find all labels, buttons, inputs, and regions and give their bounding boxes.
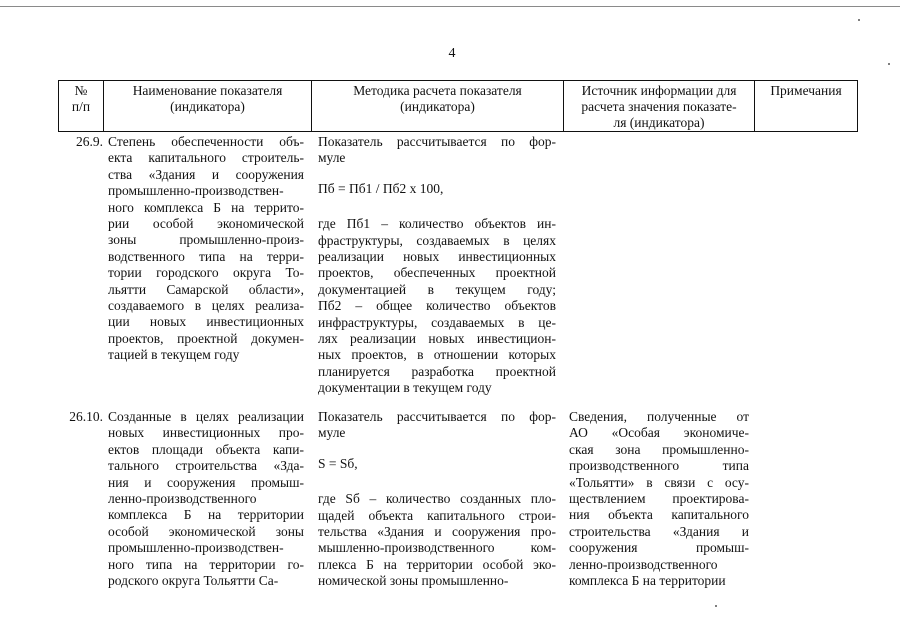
text-line: документацией в текущем году;	[318, 281, 556, 297]
method-intro	[318, 409, 556, 442]
text-line: производственного типа	[569, 458, 749, 474]
text-line: ществлением проектирова-	[569, 491, 749, 507]
method-definition	[318, 491, 556, 589]
text-line: мышленно-производственного ком-	[318, 540, 556, 556]
text-line: Сведения, полученные от	[569, 409, 749, 424]
text-line: тельства «Здания и сооружения про-	[318, 524, 556, 540]
row-number: 26.10.	[69, 409, 103, 424]
text-line: особой экономической зоны	[108, 523, 304, 539]
text-line: фраструктуры, создаваемых в целях	[318, 232, 556, 248]
text-line: комплекса Б на территории	[569, 573, 726, 589]
text-line: ектов площади объекта капи-	[108, 441, 304, 457]
text-line: муле	[318, 150, 346, 166]
text-line: где Пб1 – количество объектов ин-	[318, 216, 556, 232]
text-line: плекса Б на территории особой эко-	[318, 556, 556, 572]
text-line: ленно-производственного	[108, 491, 257, 507]
text-line: зоны промышленно-произ-	[108, 232, 304, 248]
text-line: щадей объекта капитального строи-	[318, 507, 556, 523]
scan-speck	[858, 19, 860, 21]
header-indicator-name: Наименование показателя (индикатора)	[104, 81, 312, 131]
table-header	[58, 80, 858, 132]
page-number: 4	[448, 46, 456, 61]
text-line: Созданные в целях реализации	[108, 409, 304, 424]
text-line: муле	[318, 425, 346, 441]
method-definition	[318, 216, 556, 396]
text-line: инфраструктуры, создаваемых в це-	[318, 314, 556, 330]
calculation-method	[318, 134, 556, 397]
scan-speck	[715, 605, 717, 607]
indicator-name	[108, 409, 304, 589]
text-line: проектов, проектной докумен-	[108, 330, 304, 346]
text-line: ния объекта капитального	[569, 507, 749, 523]
scan-edge-line	[0, 6, 900, 7]
text-line: планируется разработка проектной	[318, 363, 556, 379]
text-line: лях реализации новых инвестицион-	[318, 331, 556, 347]
text-line: ская зона промышленно-	[569, 441, 749, 457]
text-line: проектов, обеспеченных проектной	[318, 265, 556, 281]
text-line: АО «Особая экономиче-	[569, 425, 749, 441]
text-line: тацией в текущем году	[108, 347, 240, 363]
text-line: сооружения промыш-	[569, 540, 749, 556]
text-line: строительства «Здания и	[569, 523, 749, 539]
text-line: родского округа Тольятти Са-	[108, 573, 279, 589]
header-number: № п/п	[59, 81, 104, 131]
text-line: новых инвестиционных про-	[108, 425, 304, 441]
text-line: комплекса Б на территории	[108, 507, 304, 523]
calculation-method	[318, 409, 556, 590]
text-line: промышленно-производствен-	[108, 540, 284, 556]
text-line: ных проектов, в отношении которых	[318, 347, 556, 363]
text-line: номической зоны промышленно-	[318, 573, 509, 589]
information-source	[569, 409, 749, 589]
text-line: документации в текущем году	[318, 380, 492, 396]
text-line: ного комплекса Б на террито-	[108, 199, 304, 215]
text-line: тального строительства «Зда-	[108, 458, 304, 474]
text-line: ленно-производственного	[569, 556, 718, 572]
text-line: ции новых инвестиционных	[108, 314, 304, 330]
text-line: ства «Здания и сооружения	[108, 166, 304, 182]
text-line: ния и сооружения промыш-	[108, 474, 304, 490]
indicator-name	[108, 134, 304, 364]
text-line: промышленно-производствен-	[108, 183, 284, 199]
text-line: тории городского округа То-	[108, 265, 304, 281]
text-line: создаваемого в целях реализа-	[108, 298, 304, 314]
formula: Пб = Пб1 / Пб2 х 100,	[318, 180, 444, 196]
text-line: реализации новых инвестиционных	[318, 249, 556, 265]
text-line: «Тольятти» в связи с осу-	[569, 474, 749, 490]
scan-speck	[888, 63, 890, 65]
header-information-source: Источник информации для расчета значения показате- ля (индикатора)	[564, 81, 755, 131]
text-line: рии особой экономической	[108, 216, 304, 232]
text-line: льятти Самарской области»,	[108, 281, 304, 297]
text-line: водственного типа на терри-	[108, 248, 304, 264]
text-line: Показатель рассчитывается по фор-	[318, 134, 556, 149]
text-line: екта капитального строитель-	[108, 150, 304, 166]
formula: S = Sб,	[318, 455, 358, 471]
header-calculation-method: Методика расчета показателя (индикатора)	[312, 81, 564, 131]
text-line: где Sб – количество созданных пло-	[318, 491, 556, 507]
text-line: Пб2 – общее количество объектов	[318, 298, 556, 314]
header-notes: Примечания	[770, 83, 842, 98]
method-intro	[318, 134, 556, 167]
row-number: 26.9.	[76, 134, 103, 149]
text-line: Степень обеспеченности объ-	[108, 134, 304, 149]
text-line: Показатель рассчитывается по фор-	[318, 409, 556, 424]
text-line: ного типа на территории го-	[108, 556, 304, 572]
